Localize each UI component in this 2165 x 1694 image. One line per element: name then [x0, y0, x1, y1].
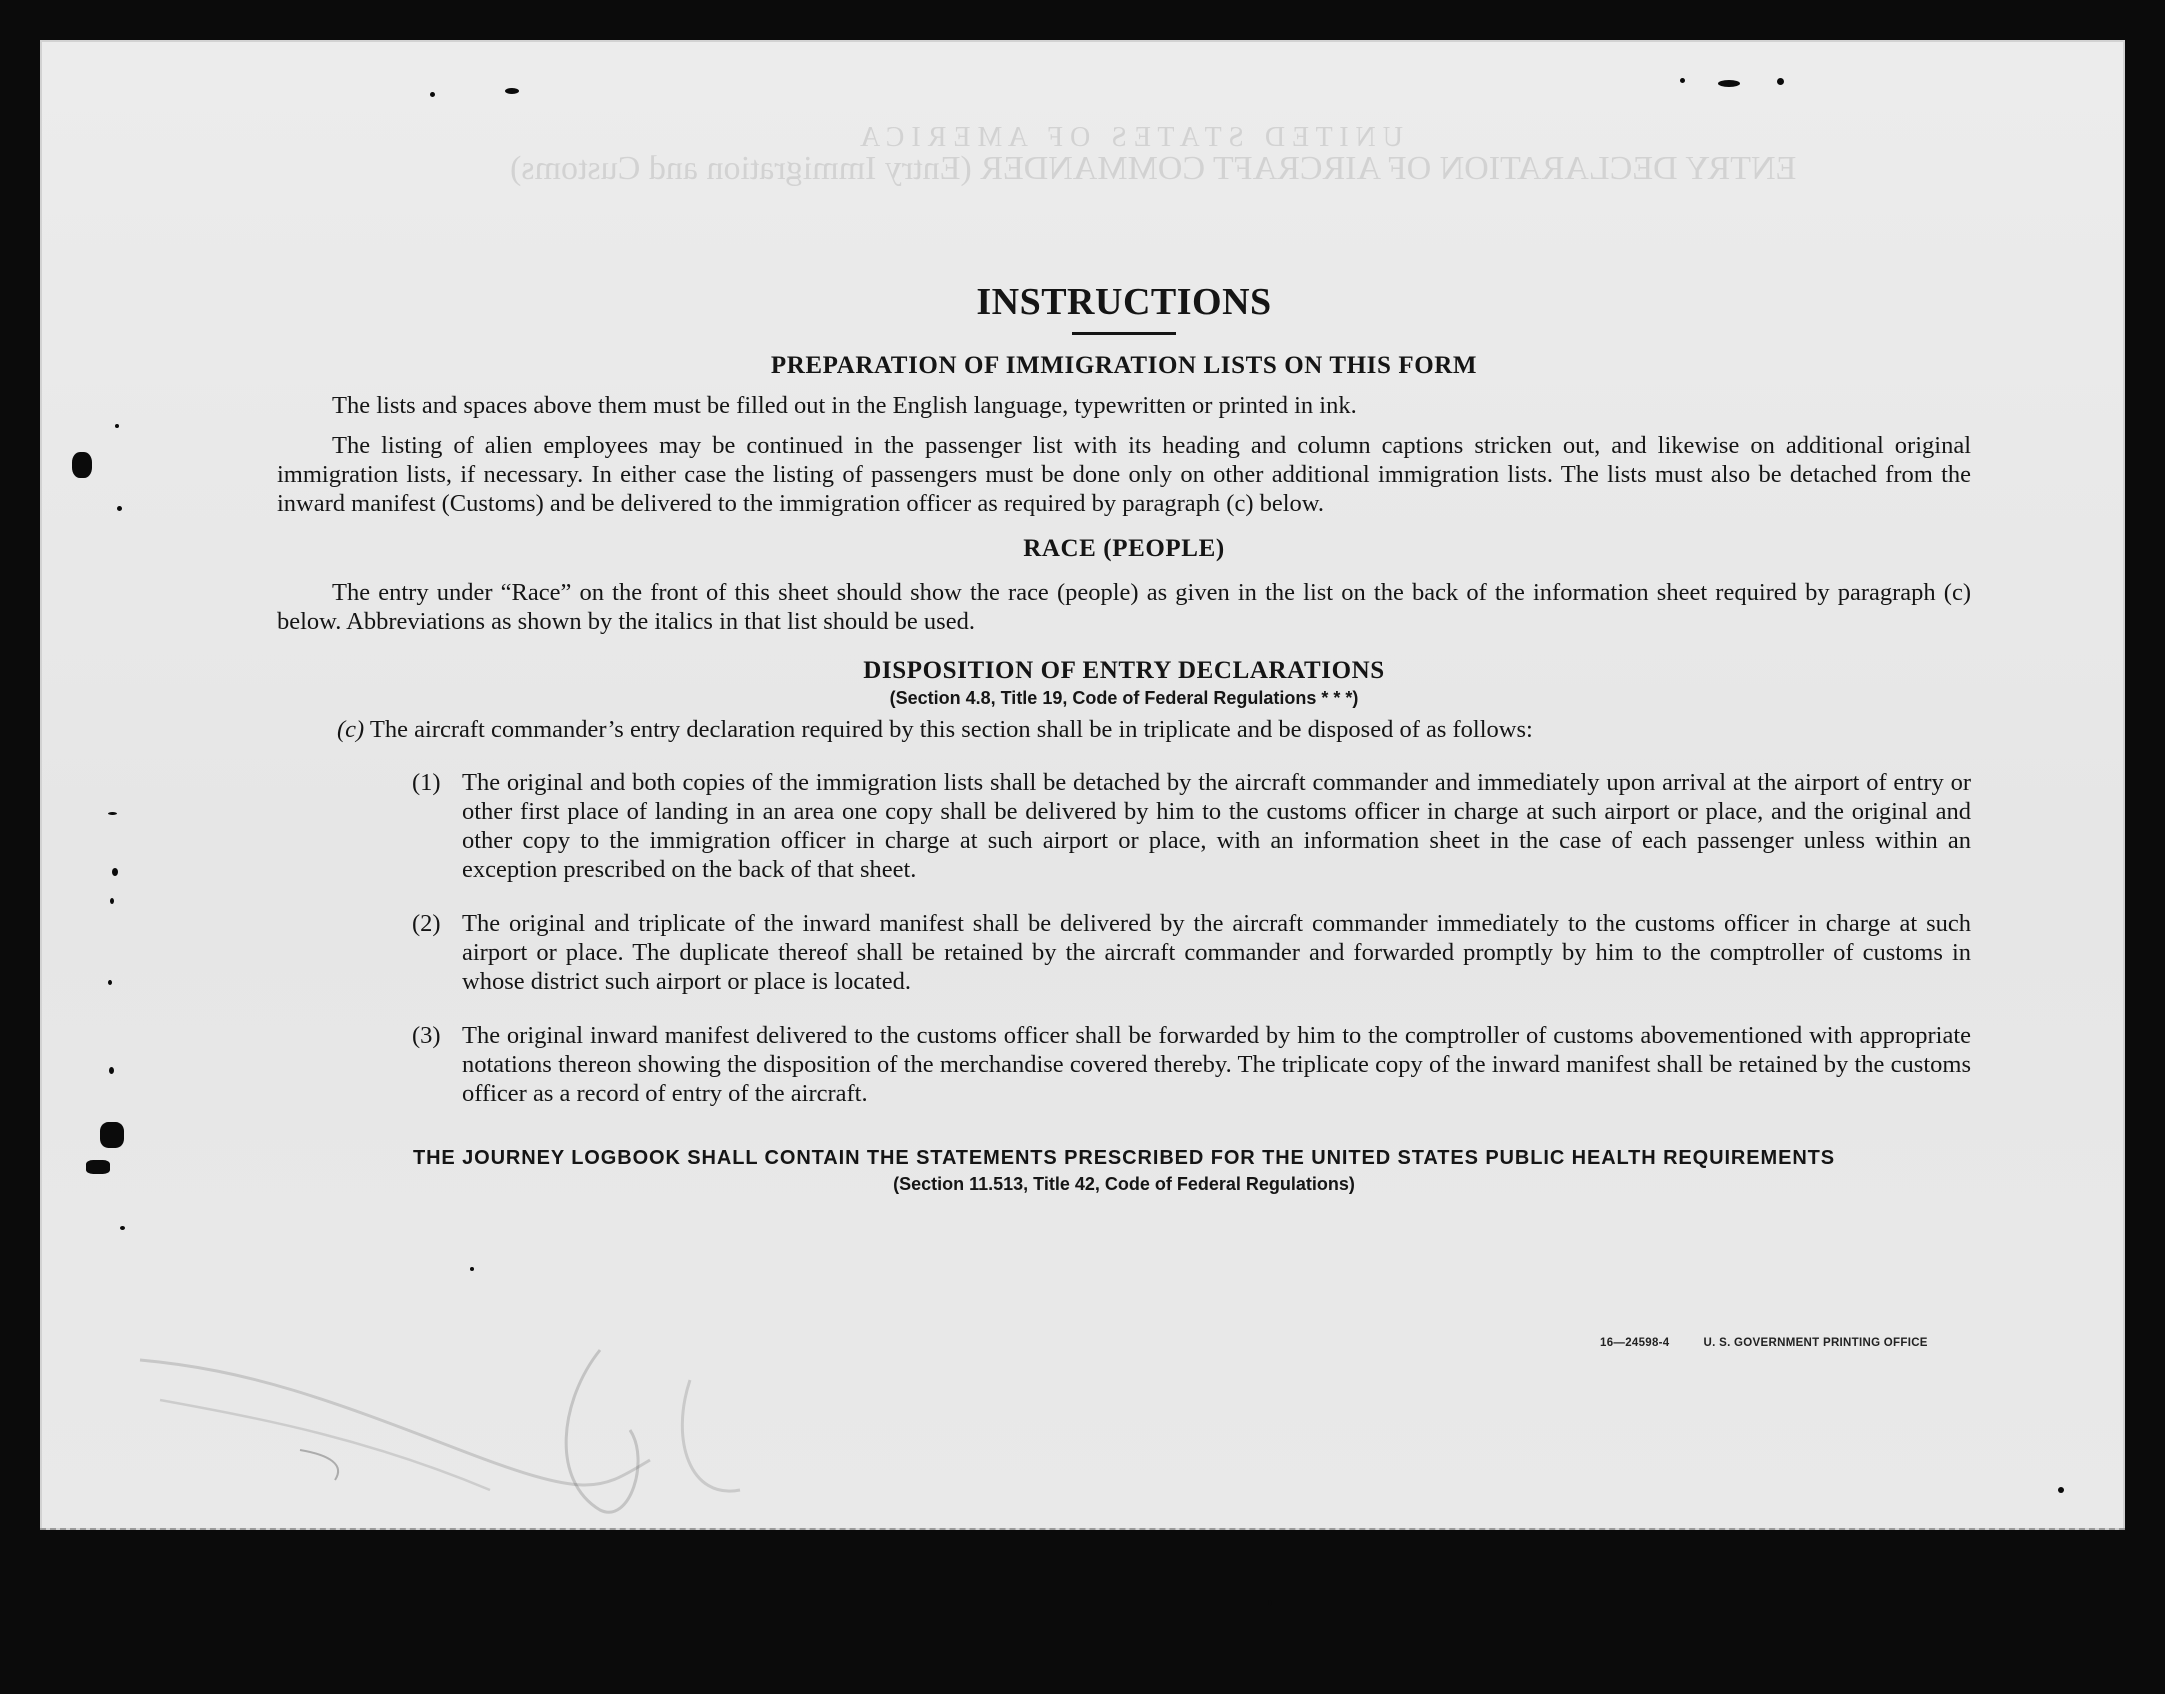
- clause-label: (c): [337, 716, 365, 743]
- disposition-citation: (Section 4.8, Title 19, Code of Federal Regulations * * *): [889, 688, 1359, 708]
- printer-imprint: [1600, 1337, 1928, 1349]
- printing-office: U. S. GOVERNMENT PRINTING OFFICE: [1703, 1337, 1928, 1349]
- paragraph-preparation-2: The listing of alien employees may be continued in the passenger list with its heading and column captions stricken out, and likewise on additional original immigration lists, if necessary. In either case the listing of passengers must be done only on other additional immigration lists. The lists must also be detached from the inward manifest (Customs) and be delivered to the immigration officer as required by paragraph (c) below.: [277, 432, 1971, 517]
- document-sheet: [40, 40, 2125, 1530]
- list-item: [277, 1021, 1971, 1108]
- list-item: [277, 909, 1971, 996]
- scan-speck: [108, 812, 117, 815]
- section-heading-race: RACE (PEOPLE): [1023, 535, 1225, 562]
- item-text: The original and both copies of the immigration lists shall be detached by the aircraft commander and immediately upon arrival at the airport of entry or other first place of landing in an area one copy shall be delivered by him to the customs officer in charge at such airport or place, and the original and other copy to the immigration officer in charge at such airport or place, with an information sheet in the case of each passenger unless within an exception prescribed on the back of that sheet.: [462, 769, 1971, 883]
- item-text: The original and triplicate of the inward manifest shall be delivered by the aircraft commander immediately to the customs officer in charge at such airport or place. The duplicate thereof shall be retained by the aircraft commander and forwarded promptly by him to the comptroller of customs in whose district such airport or place is located.: [462, 910, 1971, 995]
- page-title: INSTRUCTIONS: [976, 281, 1272, 323]
- public-health-statement: THE JOURNEY LOGBOOK SHALL CONTAIN THE STATEMENTS PRESCRIBED FOR THE UNITED STATES PUBLIC HEALTH REQUIREMENTS: [412, 1147, 1836, 1169]
- item-number: (2): [412, 910, 441, 937]
- faint-signature-marks: [130, 1340, 830, 1540]
- section-heading-disposition: DISPOSITION OF ENTRY DECLARATIONS: [863, 657, 1385, 684]
- scan-speck: [430, 92, 435, 97]
- sheet-bottom-edge: [40, 1528, 2125, 1530]
- bleed-through-text: U N I T E D S T A T E S O F A M E R I C A: [860, 122, 1404, 153]
- scan-speck: [112, 868, 118, 876]
- section-heading-preparation: PREPARATION OF IMMIGRATION LISTS ON THIS FORM: [770, 352, 1478, 379]
- instructions-body: [277, 280, 1971, 1196]
- scan-speck: [2058, 1487, 2064, 1493]
- scan-speck: [1268, 1600, 1272, 1606]
- scan-speck: [505, 88, 519, 94]
- clause-c: [337, 715, 1971, 744]
- public-health-citation: (Section 11.513, Title 42, Code of Federal Regulations): [893, 1174, 1355, 1194]
- scan-speck: [1777, 78, 1784, 85]
- scan-speck: [108, 980, 112, 985]
- scan-speck: [470, 1267, 474, 1271]
- hole-punch-mark: [72, 452, 92, 478]
- scan-speck: [110, 898, 114, 904]
- paragraph-race: The entry under “Race” on the front of this sheet should show the race (people) as given in the list on the back of the information sheet required by paragraph (c) below. Abbreviations as shown by the italics in that list should be used.: [277, 579, 1971, 635]
- hole-punch-mark: [86, 1160, 110, 1174]
- bleed-through-text: ENTRY DECLARATION OF AIRCRAFT COMMANDER (Entry Immigration and Customs): [510, 150, 1797, 187]
- paragraph-preparation-1: The lists and spaces above them must be filled out in the English language, typewritten or printed in ink.: [332, 392, 1357, 419]
- list-item: [277, 768, 1971, 884]
- scan-speck: [115, 424, 119, 428]
- scan-speck: [109, 1067, 114, 1074]
- clause-text: The aircraft commander’s entry declaration required by this section shall be in triplicate and be disposed of as follows:: [369, 716, 1533, 743]
- item-number: (3): [412, 1022, 441, 1049]
- item-text: The original inward manifest delivered to the customs officer shall be forwarded by him to the comptroller of customs abovementioned with appropriate notations thereon showing the disposition of the merchandise covered thereby. The triplicate copy of the inward manifest shall be retained by the customs officer as a record of entry of the aircraft.: [462, 1022, 1971, 1107]
- form-number: 16—24598-4: [1600, 1337, 1670, 1349]
- hole-punch-mark: [100, 1122, 124, 1148]
- scan-speck: [117, 506, 122, 511]
- title-underline: [1072, 332, 1176, 335]
- scan-speck: [120, 1226, 125, 1230]
- item-number: (1): [412, 769, 441, 796]
- scan-speck: [1680, 78, 1685, 83]
- scan-speck: [1718, 80, 1740, 87]
